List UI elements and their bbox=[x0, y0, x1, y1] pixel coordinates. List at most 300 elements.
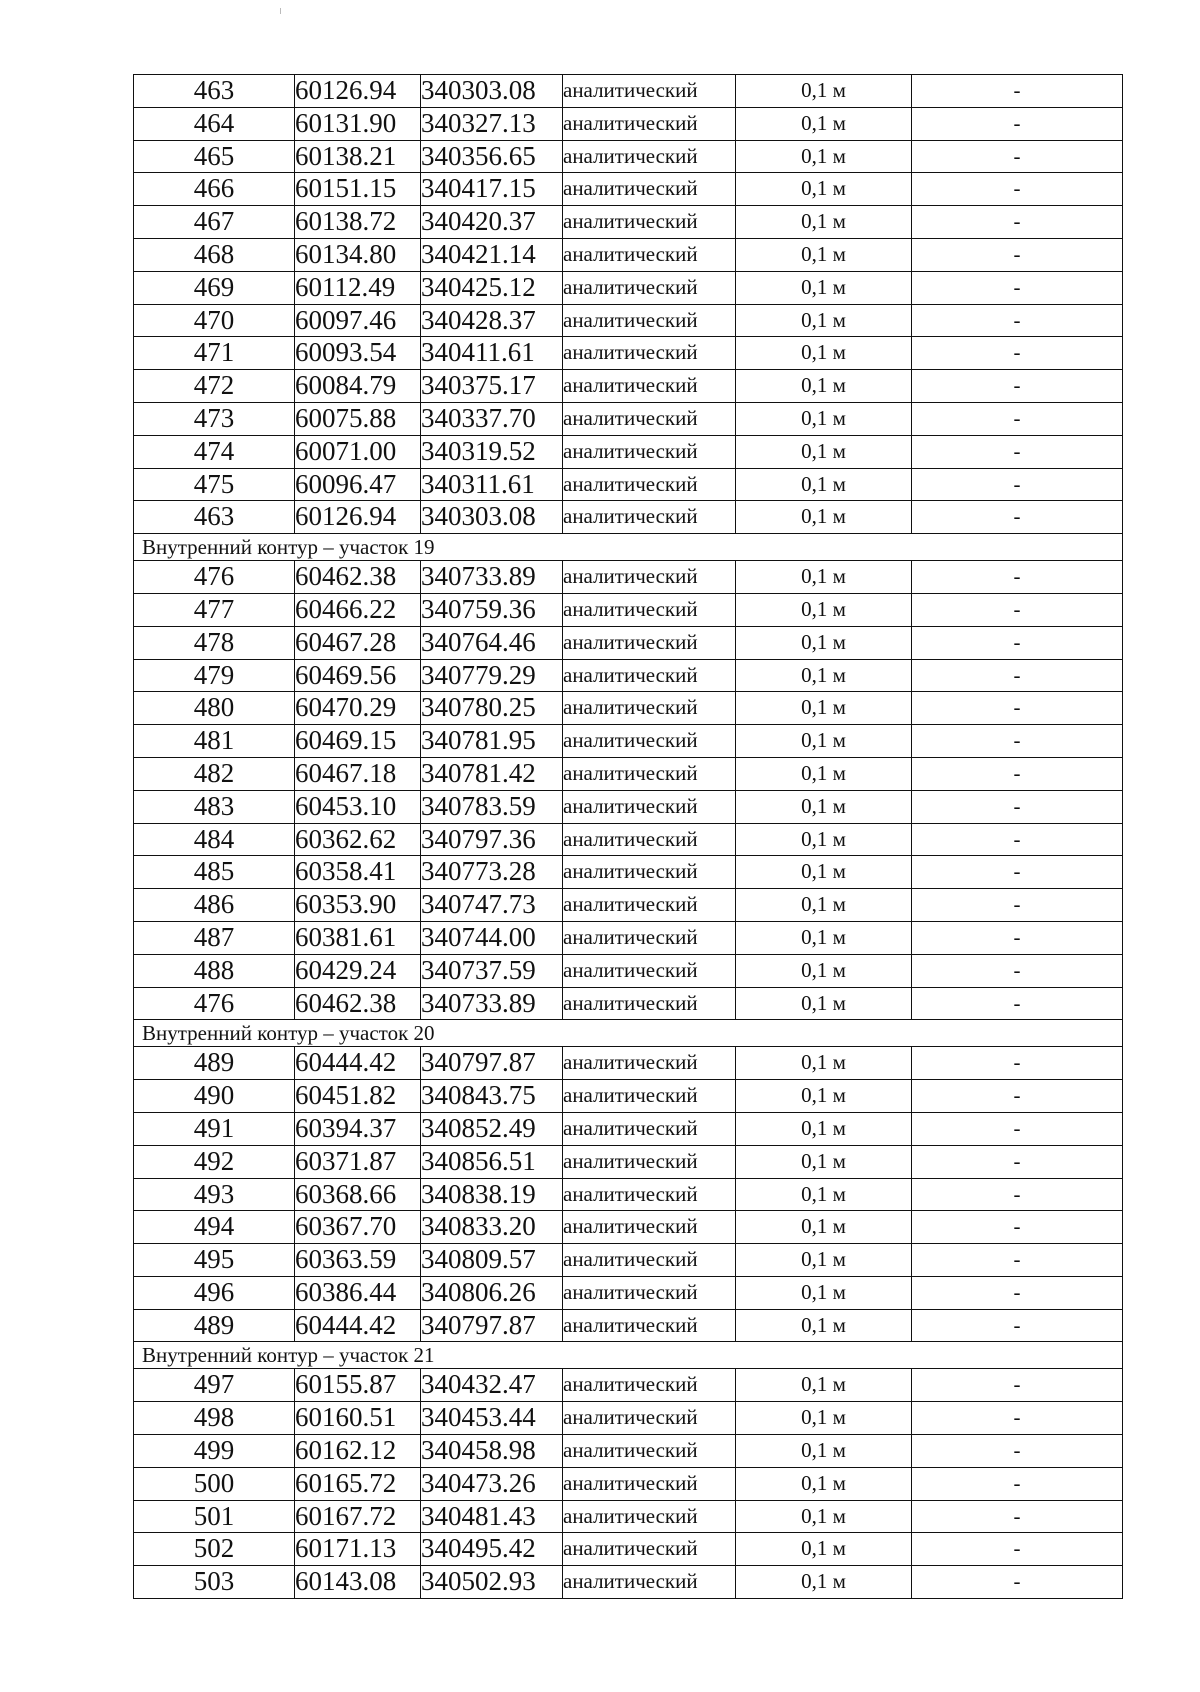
x-coordinate-cell: 60444.42 bbox=[295, 1047, 421, 1080]
x-coordinate-cell: 60362.62 bbox=[295, 823, 421, 856]
table-row bbox=[134, 1178, 1123, 1211]
determination-method-cell: аналитический bbox=[563, 1244, 736, 1277]
determination-method-cell: аналитический bbox=[563, 725, 736, 758]
accuracy-cell: 0,1 м bbox=[736, 402, 912, 435]
x-coordinate-cell: 60151.15 bbox=[295, 173, 421, 206]
accuracy-cell: 0,1 м bbox=[736, 1112, 912, 1145]
point-number-cell: 479 bbox=[134, 659, 295, 692]
point-number-cell: 487 bbox=[134, 921, 295, 954]
table-row bbox=[134, 757, 1123, 790]
point-number-cell: 499 bbox=[134, 1435, 295, 1468]
x-coordinate-cell: 60469.56 bbox=[295, 659, 421, 692]
y-coordinate-cell: 340744.00 bbox=[421, 921, 563, 954]
accuracy-cell: 0,1 м bbox=[736, 140, 912, 173]
note-cell: - bbox=[912, 1178, 1123, 1211]
accuracy-cell: 0,1 м bbox=[736, 1467, 912, 1500]
x-coordinate-cell: 60453.10 bbox=[295, 790, 421, 823]
note-cell: - bbox=[912, 954, 1123, 987]
note-cell: - bbox=[912, 1276, 1123, 1309]
point-number-cell: 463 bbox=[134, 501, 295, 534]
x-coordinate-cell: 60143.08 bbox=[295, 1566, 421, 1599]
table-row bbox=[134, 1309, 1123, 1342]
determination-method-cell: аналитический bbox=[563, 790, 736, 823]
determination-method-cell: аналитический bbox=[563, 501, 736, 534]
x-coordinate-cell: 60171.13 bbox=[295, 1533, 421, 1566]
point-number-cell: 503 bbox=[134, 1566, 295, 1599]
point-number-cell: 485 bbox=[134, 856, 295, 889]
point-number-cell: 489 bbox=[134, 1047, 295, 1080]
table-row bbox=[134, 1047, 1123, 1080]
y-coordinate-cell: 340411.61 bbox=[421, 337, 563, 370]
x-coordinate-cell: 60075.88 bbox=[295, 402, 421, 435]
x-coordinate-cell: 60353.90 bbox=[295, 889, 421, 922]
table-row bbox=[134, 1244, 1123, 1277]
note-cell: - bbox=[912, 1080, 1123, 1113]
accuracy-cell: 0,1 м bbox=[736, 75, 912, 108]
y-coordinate-cell: 340781.95 bbox=[421, 725, 563, 758]
table-row bbox=[134, 1112, 1123, 1145]
determination-method-cell: аналитический bbox=[563, 593, 736, 626]
table-row bbox=[134, 337, 1123, 370]
note-cell: - bbox=[912, 1309, 1123, 1342]
y-coordinate-cell: 340473.26 bbox=[421, 1467, 563, 1500]
point-number-cell: 492 bbox=[134, 1145, 295, 1178]
note-cell: - bbox=[912, 206, 1123, 239]
point-number-cell: 502 bbox=[134, 1533, 295, 1566]
point-number-cell: 486 bbox=[134, 889, 295, 922]
y-coordinate-cell: 340838.19 bbox=[421, 1178, 563, 1211]
determination-method-cell: аналитический bbox=[563, 1112, 736, 1145]
section-header-row bbox=[134, 1342, 1123, 1369]
note-cell: - bbox=[912, 823, 1123, 856]
y-coordinate-cell: 340747.73 bbox=[421, 889, 563, 922]
x-coordinate-cell: 60469.15 bbox=[295, 725, 421, 758]
point-number-cell: 481 bbox=[134, 725, 295, 758]
accuracy-cell: 0,1 м bbox=[736, 1145, 912, 1178]
y-coordinate-cell: 340781.42 bbox=[421, 757, 563, 790]
x-coordinate-cell: 60462.38 bbox=[295, 561, 421, 594]
x-coordinate-cell: 60084.79 bbox=[295, 370, 421, 403]
x-coordinate-cell: 60363.59 bbox=[295, 1244, 421, 1277]
x-coordinate-cell: 60371.87 bbox=[295, 1145, 421, 1178]
note-cell: - bbox=[912, 435, 1123, 468]
point-number-cell: 490 bbox=[134, 1080, 295, 1113]
determination-method-cell: аналитический bbox=[563, 856, 736, 889]
point-number-cell: 501 bbox=[134, 1500, 295, 1533]
table-row bbox=[134, 206, 1123, 239]
point-number-cell: 464 bbox=[134, 107, 295, 140]
determination-method-cell: аналитический bbox=[563, 757, 736, 790]
y-coordinate-cell: 340453.44 bbox=[421, 1402, 563, 1435]
table-row bbox=[134, 271, 1123, 304]
x-coordinate-cell: 60451.82 bbox=[295, 1080, 421, 1113]
determination-method-cell: аналитический bbox=[563, 468, 736, 501]
x-coordinate-cell: 60167.72 bbox=[295, 1500, 421, 1533]
determination-method-cell: аналитический bbox=[563, 337, 736, 370]
x-coordinate-cell: 60131.90 bbox=[295, 107, 421, 140]
y-coordinate-cell: 340458.98 bbox=[421, 1435, 563, 1468]
y-coordinate-cell: 340737.59 bbox=[421, 954, 563, 987]
note-cell: - bbox=[912, 725, 1123, 758]
point-number-cell: 488 bbox=[134, 954, 295, 987]
note-cell: - bbox=[912, 790, 1123, 823]
point-number-cell: 472 bbox=[134, 370, 295, 403]
determination-method-cell: аналитический bbox=[563, 1435, 736, 1468]
note-cell: - bbox=[912, 1047, 1123, 1080]
table-row bbox=[134, 823, 1123, 856]
y-coordinate-cell: 340843.75 bbox=[421, 1080, 563, 1113]
y-coordinate-cell: 340809.57 bbox=[421, 1244, 563, 1277]
x-coordinate-cell: 60097.46 bbox=[295, 304, 421, 337]
point-number-cell: 463 bbox=[134, 75, 295, 108]
determination-method-cell: аналитический bbox=[563, 1178, 736, 1211]
determination-method-cell: аналитический bbox=[563, 889, 736, 922]
point-number-cell: 467 bbox=[134, 206, 295, 239]
table-row bbox=[134, 593, 1123, 626]
y-coordinate-cell: 340495.42 bbox=[421, 1533, 563, 1566]
note-cell: - bbox=[912, 1402, 1123, 1435]
determination-method-cell: аналитический bbox=[563, 206, 736, 239]
table-row bbox=[134, 1211, 1123, 1244]
table-row bbox=[134, 987, 1123, 1020]
x-coordinate-cell: 60165.72 bbox=[295, 1467, 421, 1500]
determination-method-cell: аналитический bbox=[563, 823, 736, 856]
determination-method-cell: аналитический bbox=[563, 402, 736, 435]
x-coordinate-cell: 60368.66 bbox=[295, 1178, 421, 1211]
table-row bbox=[134, 1467, 1123, 1500]
table-row bbox=[134, 107, 1123, 140]
note-cell: - bbox=[912, 1211, 1123, 1244]
determination-method-cell: аналитический bbox=[563, 271, 736, 304]
accuracy-cell: 0,1 м bbox=[736, 790, 912, 823]
table-row bbox=[134, 1080, 1123, 1113]
y-coordinate-cell: 340773.28 bbox=[421, 856, 563, 889]
table-row bbox=[134, 725, 1123, 758]
determination-method-cell: аналитический bbox=[563, 1145, 736, 1178]
determination-method-cell: аналитический bbox=[563, 1309, 736, 1342]
note-cell: - bbox=[912, 1467, 1123, 1500]
note-cell: - bbox=[912, 238, 1123, 271]
determination-method-cell: аналитический bbox=[563, 1467, 736, 1500]
accuracy-cell: 0,1 м bbox=[736, 271, 912, 304]
point-number-cell: 493 bbox=[134, 1178, 295, 1211]
point-number-cell: 466 bbox=[134, 173, 295, 206]
section-title: Внутренний контур – участок 19 bbox=[134, 534, 1123, 561]
y-coordinate-cell: 340797.87 bbox=[421, 1309, 563, 1342]
accuracy-cell: 0,1 м bbox=[736, 1402, 912, 1435]
determination-method-cell: аналитический bbox=[563, 659, 736, 692]
determination-method-cell: аналитический bbox=[563, 1566, 736, 1599]
point-number-cell: 491 bbox=[134, 1112, 295, 1145]
accuracy-cell: 0,1 м bbox=[736, 561, 912, 594]
table-row bbox=[134, 626, 1123, 659]
accuracy-cell: 0,1 м bbox=[736, 659, 912, 692]
determination-method-cell: аналитический bbox=[563, 954, 736, 987]
accuracy-cell: 0,1 м bbox=[736, 1276, 912, 1309]
accuracy-cell: 0,1 м bbox=[736, 304, 912, 337]
note-cell: - bbox=[912, 659, 1123, 692]
determination-method-cell: аналитический bbox=[563, 921, 736, 954]
y-coordinate-cell: 340327.13 bbox=[421, 107, 563, 140]
section-title: Внутренний контур – участок 21 bbox=[134, 1342, 1123, 1369]
accuracy-cell: 0,1 м bbox=[736, 173, 912, 206]
table-row bbox=[134, 692, 1123, 725]
table-row bbox=[134, 1500, 1123, 1533]
determination-method-cell: аналитический bbox=[563, 304, 736, 337]
accuracy-cell: 0,1 м bbox=[736, 1435, 912, 1468]
table-row bbox=[134, 304, 1123, 337]
y-coordinate-cell: 340806.26 bbox=[421, 1276, 563, 1309]
point-number-cell: 476 bbox=[134, 561, 295, 594]
note-cell: - bbox=[912, 501, 1123, 534]
accuracy-cell: 0,1 м bbox=[736, 954, 912, 987]
x-coordinate-cell: 60138.21 bbox=[295, 140, 421, 173]
x-coordinate-cell: 60470.29 bbox=[295, 692, 421, 725]
x-coordinate-cell: 60394.37 bbox=[295, 1112, 421, 1145]
x-coordinate-cell: 60138.72 bbox=[295, 206, 421, 239]
accuracy-cell: 0,1 м bbox=[736, 238, 912, 271]
note-cell: - bbox=[912, 921, 1123, 954]
accuracy-cell: 0,1 м bbox=[736, 1211, 912, 1244]
point-number-cell: 497 bbox=[134, 1369, 295, 1402]
x-coordinate-cell: 60444.42 bbox=[295, 1309, 421, 1342]
table-row bbox=[134, 659, 1123, 692]
accuracy-cell: 0,1 м bbox=[736, 593, 912, 626]
coordinates-table bbox=[133, 74, 1123, 1599]
table-row bbox=[134, 173, 1123, 206]
accuracy-cell: 0,1 м bbox=[736, 468, 912, 501]
determination-method-cell: аналитический bbox=[563, 1080, 736, 1113]
table-row bbox=[134, 1145, 1123, 1178]
table-row bbox=[134, 1533, 1123, 1566]
determination-method-cell: аналитический bbox=[563, 75, 736, 108]
table-row bbox=[134, 140, 1123, 173]
note-cell: - bbox=[912, 626, 1123, 659]
table-row bbox=[134, 1276, 1123, 1309]
table-row bbox=[134, 238, 1123, 271]
accuracy-cell: 0,1 м bbox=[736, 889, 912, 922]
determination-method-cell: аналитический bbox=[563, 561, 736, 594]
x-coordinate-cell: 60381.61 bbox=[295, 921, 421, 954]
note-cell: - bbox=[912, 1435, 1123, 1468]
x-coordinate-cell: 60358.41 bbox=[295, 856, 421, 889]
note-cell: - bbox=[912, 370, 1123, 403]
section-header-row bbox=[134, 534, 1123, 561]
y-coordinate-cell: 340759.36 bbox=[421, 593, 563, 626]
determination-method-cell: аналитический bbox=[563, 238, 736, 271]
point-number-cell: 478 bbox=[134, 626, 295, 659]
x-coordinate-cell: 60126.94 bbox=[295, 75, 421, 108]
accuracy-cell: 0,1 м bbox=[736, 370, 912, 403]
accuracy-cell: 0,1 м bbox=[736, 725, 912, 758]
table-row bbox=[134, 1566, 1123, 1599]
note-cell: - bbox=[912, 304, 1123, 337]
x-coordinate-cell: 60429.24 bbox=[295, 954, 421, 987]
note-cell: - bbox=[912, 271, 1123, 304]
y-coordinate-cell: 340502.93 bbox=[421, 1566, 563, 1599]
y-coordinate-cell: 340779.29 bbox=[421, 659, 563, 692]
y-coordinate-cell: 340797.87 bbox=[421, 1047, 563, 1080]
y-coordinate-cell: 340303.08 bbox=[421, 501, 563, 534]
y-coordinate-cell: 340420.37 bbox=[421, 206, 563, 239]
section-header-row bbox=[134, 1020, 1123, 1047]
table-row bbox=[134, 402, 1123, 435]
note-cell: - bbox=[912, 1112, 1123, 1145]
table-row bbox=[134, 889, 1123, 922]
accuracy-cell: 0,1 м bbox=[736, 757, 912, 790]
table-row bbox=[134, 435, 1123, 468]
note-cell: - bbox=[912, 856, 1123, 889]
determination-method-cell: аналитический bbox=[563, 140, 736, 173]
y-coordinate-cell: 340733.89 bbox=[421, 561, 563, 594]
table-row bbox=[134, 921, 1123, 954]
y-coordinate-cell: 340311.61 bbox=[421, 468, 563, 501]
scan-mark bbox=[280, 8, 281, 14]
determination-method-cell: аналитический bbox=[563, 435, 736, 468]
accuracy-cell: 0,1 м bbox=[736, 435, 912, 468]
table-row bbox=[134, 501, 1123, 534]
point-number-cell: 475 bbox=[134, 468, 295, 501]
accuracy-cell: 0,1 м bbox=[736, 626, 912, 659]
accuracy-cell: 0,1 м bbox=[736, 921, 912, 954]
point-number-cell: 470 bbox=[134, 304, 295, 337]
coordinates-table-body bbox=[134, 75, 1123, 1599]
point-number-cell: 489 bbox=[134, 1309, 295, 1342]
x-coordinate-cell: 60367.70 bbox=[295, 1211, 421, 1244]
table-row bbox=[134, 790, 1123, 823]
y-coordinate-cell: 340303.08 bbox=[421, 75, 563, 108]
accuracy-cell: 0,1 м bbox=[736, 987, 912, 1020]
point-number-cell: 468 bbox=[134, 238, 295, 271]
note-cell: - bbox=[912, 1145, 1123, 1178]
accuracy-cell: 0,1 м bbox=[736, 1080, 912, 1113]
accuracy-cell: 0,1 м bbox=[736, 1178, 912, 1211]
y-coordinate-cell: 340421.14 bbox=[421, 238, 563, 271]
note-cell: - bbox=[912, 757, 1123, 790]
note-cell: - bbox=[912, 987, 1123, 1020]
table-row bbox=[134, 856, 1123, 889]
accuracy-cell: 0,1 м bbox=[736, 337, 912, 370]
x-coordinate-cell: 60462.38 bbox=[295, 987, 421, 1020]
y-coordinate-cell: 340764.46 bbox=[421, 626, 563, 659]
note-cell: - bbox=[912, 402, 1123, 435]
point-number-cell: 484 bbox=[134, 823, 295, 856]
point-number-cell: 494 bbox=[134, 1211, 295, 1244]
y-coordinate-cell: 340425.12 bbox=[421, 271, 563, 304]
determination-method-cell: аналитический bbox=[563, 370, 736, 403]
accuracy-cell: 0,1 м bbox=[736, 856, 912, 889]
x-coordinate-cell: 60155.87 bbox=[295, 1369, 421, 1402]
y-coordinate-cell: 340417.15 bbox=[421, 173, 563, 206]
point-number-cell: 476 bbox=[134, 987, 295, 1020]
point-number-cell: 498 bbox=[134, 1402, 295, 1435]
table-row bbox=[134, 954, 1123, 987]
determination-method-cell: аналитический bbox=[563, 107, 736, 140]
y-coordinate-cell: 340356.65 bbox=[421, 140, 563, 173]
note-cell: - bbox=[912, 140, 1123, 173]
y-coordinate-cell: 340375.17 bbox=[421, 370, 563, 403]
x-coordinate-cell: 60126.94 bbox=[295, 501, 421, 534]
determination-method-cell: аналитический bbox=[563, 987, 736, 1020]
accuracy-cell: 0,1 м bbox=[736, 1566, 912, 1599]
determination-method-cell: аналитический bbox=[563, 1402, 736, 1435]
section-title: Внутренний контур – участок 20 bbox=[134, 1020, 1123, 1047]
point-number-cell: 469 bbox=[134, 271, 295, 304]
y-coordinate-cell: 340833.20 bbox=[421, 1211, 563, 1244]
accuracy-cell: 0,1 м bbox=[736, 1533, 912, 1566]
table-row bbox=[134, 1435, 1123, 1468]
note-cell: - bbox=[912, 75, 1123, 108]
table-row bbox=[134, 561, 1123, 594]
determination-method-cell: аналитический bbox=[563, 626, 736, 659]
note-cell: - bbox=[912, 337, 1123, 370]
note-cell: - bbox=[912, 593, 1123, 626]
table-row bbox=[134, 75, 1123, 108]
point-number-cell: 496 bbox=[134, 1276, 295, 1309]
point-number-cell: 483 bbox=[134, 790, 295, 823]
determination-method-cell: аналитический bbox=[563, 1276, 736, 1309]
table-row bbox=[134, 1369, 1123, 1402]
note-cell: - bbox=[912, 1566, 1123, 1599]
x-coordinate-cell: 60162.12 bbox=[295, 1435, 421, 1468]
x-coordinate-cell: 60093.54 bbox=[295, 337, 421, 370]
note-cell: - bbox=[912, 1369, 1123, 1402]
point-number-cell: 471 bbox=[134, 337, 295, 370]
accuracy-cell: 0,1 м bbox=[736, 1047, 912, 1080]
determination-method-cell: аналитический bbox=[563, 173, 736, 206]
y-coordinate-cell: 340481.43 bbox=[421, 1500, 563, 1533]
x-coordinate-cell: 60160.51 bbox=[295, 1402, 421, 1435]
determination-method-cell: аналитический bbox=[563, 1369, 736, 1402]
note-cell: - bbox=[912, 1500, 1123, 1533]
accuracy-cell: 0,1 м bbox=[736, 501, 912, 534]
note-cell: - bbox=[912, 889, 1123, 922]
y-coordinate-cell: 340733.89 bbox=[421, 987, 563, 1020]
determination-method-cell: аналитический bbox=[563, 1211, 736, 1244]
table-row bbox=[134, 1402, 1123, 1435]
note-cell: - bbox=[912, 692, 1123, 725]
y-coordinate-cell: 340783.59 bbox=[421, 790, 563, 823]
x-coordinate-cell: 60096.47 bbox=[295, 468, 421, 501]
point-number-cell: 477 bbox=[134, 593, 295, 626]
x-coordinate-cell: 60467.18 bbox=[295, 757, 421, 790]
note-cell: - bbox=[912, 468, 1123, 501]
point-number-cell: 465 bbox=[134, 140, 295, 173]
point-number-cell: 500 bbox=[134, 1467, 295, 1500]
accuracy-cell: 0,1 м bbox=[736, 1244, 912, 1277]
point-number-cell: 480 bbox=[134, 692, 295, 725]
point-number-cell: 474 bbox=[134, 435, 295, 468]
x-coordinate-cell: 60467.28 bbox=[295, 626, 421, 659]
x-coordinate-cell: 60112.49 bbox=[295, 271, 421, 304]
accuracy-cell: 0,1 м bbox=[736, 107, 912, 140]
x-coordinate-cell: 60386.44 bbox=[295, 1276, 421, 1309]
y-coordinate-cell: 340319.52 bbox=[421, 435, 563, 468]
note-cell: - bbox=[912, 107, 1123, 140]
point-number-cell: 495 bbox=[134, 1244, 295, 1277]
note-cell: - bbox=[912, 1244, 1123, 1277]
accuracy-cell: 0,1 м bbox=[736, 1500, 912, 1533]
y-coordinate-cell: 340797.36 bbox=[421, 823, 563, 856]
x-coordinate-cell: 60134.80 bbox=[295, 238, 421, 271]
accuracy-cell: 0,1 м bbox=[736, 823, 912, 856]
note-cell: - bbox=[912, 1533, 1123, 1566]
accuracy-cell: 0,1 м bbox=[736, 1309, 912, 1342]
point-number-cell: 482 bbox=[134, 757, 295, 790]
y-coordinate-cell: 340780.25 bbox=[421, 692, 563, 725]
y-coordinate-cell: 340337.70 bbox=[421, 402, 563, 435]
x-coordinate-cell: 60071.00 bbox=[295, 435, 421, 468]
